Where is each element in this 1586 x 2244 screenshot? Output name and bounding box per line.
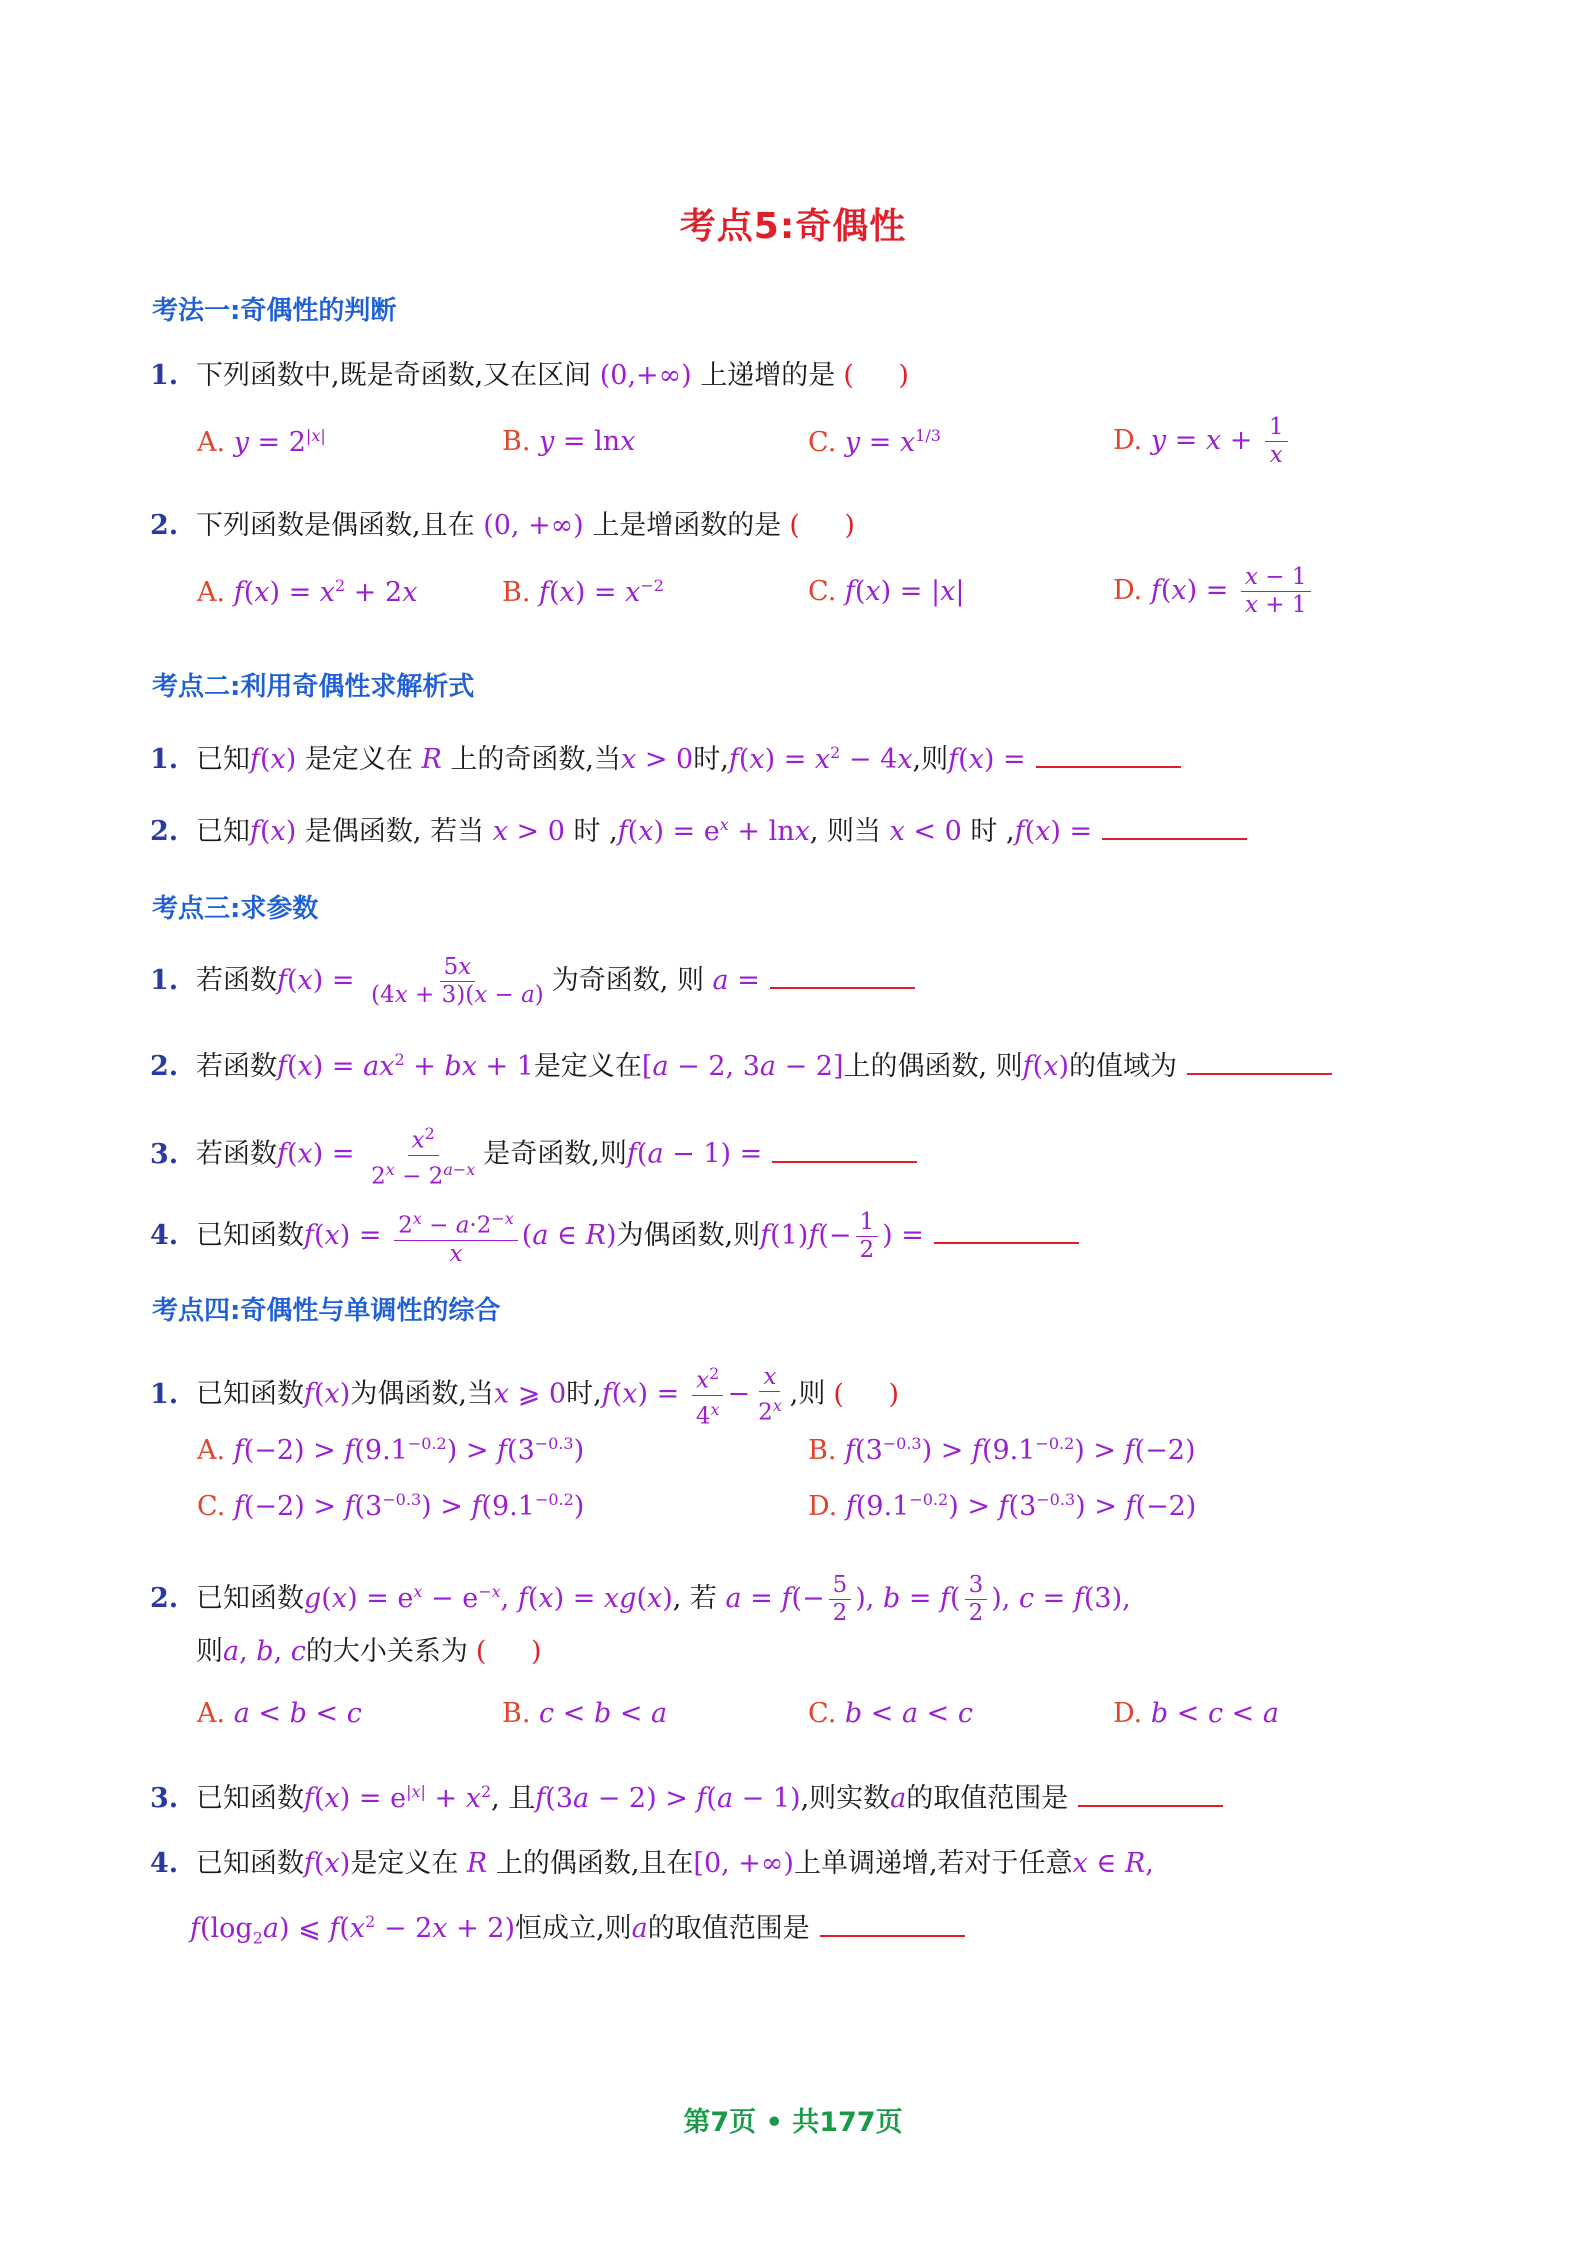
question-4-4-line2: $f(\log_2a)$ ⩽ $f(x^2 - 2x + 2)$恒成立,则a的取值范围是 — [190, 1902, 965, 1958]
option-b: B. $f(3^{-0.3}) > f(9.1^{-0.2}) > f(-2)$ — [808, 1434, 1196, 1466]
question-4-4: 4. 已知函数f(x)是定义在 R 上的偶函数,且在[0, +∞)上单调递增,若对于任意x ∈ R, — [150, 1848, 1154, 1879]
option-c: C. b < a < c — [808, 1698, 973, 1729]
option-c: C. $y = x^{1/3}$ — [808, 426, 941, 458]
answer-blank — [1078, 1779, 1223, 1807]
question-4-1: 1. 已知函数f(x)为偶函数,当x ⩾ 0时,f(x) = $\frac{x^2}{4^x}$ − $\frac{x}{2^x}$ ,则 ( ) — [150, 1360, 917, 1430]
question-3-3: 3. 若函数f(x) = $\frac{x^2}{2^x - 2^{a-x}}$ 是奇函数,则f(a − 1) = — [150, 1120, 917, 1190]
option-a: A. $y = 2^{|x|}$ — [197, 426, 326, 458]
question-2-1: 1. 已知f(x) 是定义在 R 上的奇函数,当x > 0时$,f(x) = x^2 - 4x$,则f(x) = — [150, 733, 1181, 780]
option-b: B. c < b < a — [502, 1698, 668, 1729]
answer-blank — [820, 1909, 965, 1937]
option-a: A. $f(x) = x^2 + 2x$ — [197, 576, 418, 608]
section-heading-3: 考点三:求参数 — [152, 894, 319, 924]
question-3-4: 4. 已知函数f(x) = $\frac{2^x - a\cdot 2^{-x}}{x}$ (a ∈ R)为偶函数,则f(1)f(− $\frac{1}{2}$ ) = — [150, 1205, 1079, 1268]
question-1-1: 1. 下列函数中,既是奇函数,又在区间 (0,+∞) 上递增的是 ( ) — [150, 360, 927, 391]
option-a: A. a < b < c — [197, 1698, 362, 1729]
page-title: 考点5:奇偶性 — [679, 206, 907, 247]
option-b: B. $f(x) = x^{-2}$ — [502, 576, 664, 608]
option-d: D. y = x + $\frac{1}{x}$ — [1113, 414, 1292, 469]
option-d: D. b < c < a — [1113, 1698, 1279, 1729]
question-4-3: 3. 已知函数$f(x) = e^{|x|} + x^2$, 且f(3a − 2) > f(a − 1),则实数a的取值范围是 — [150, 1772, 1223, 1819]
option-d: D. $f(9.1^{-0.2}) > f(3^{-0.3}) > f(-2)$ — [808, 1490, 1197, 1522]
answer-blank — [1187, 1047, 1332, 1075]
answer-blank — [770, 961, 915, 989]
option-a: A. $f(-2) > f(9.1^{-0.2}) > f(3^{-0.3})$ — [197, 1434, 585, 1466]
section-heading-1: 考法一:奇偶性的判断 — [152, 296, 397, 326]
option-c: C. $f(-2) > f(3^{-0.3}) > f(9.1^{-0.2})$ — [197, 1490, 585, 1522]
question-2-2: 2. 已知f(x) 是偶函数, 若当 x > 0 时 $,f(x) = e^x + \ln x$, 则当 x < 0 时 ,f(x) = — [150, 805, 1247, 852]
question-3-2: 2. 若函数$f(x) = ax^2$ + bx + 1是定义在[a − 2, 3a − 2]上的偶函数, 则f(x)的值域为 — [150, 1040, 1332, 1087]
section-heading-4: 考点四:奇偶性与单调性的综合 — [152, 1296, 501, 1326]
question-3-1: 1. 若函数f(x) = $\frac{5x}{(4x + 3)(x - a)}$ 为奇函数, 则 a = — [150, 954, 915, 1009]
question-4-2: 2. 已知函数$g(x) = e^x - e^{-x}$, f(x) = xg(x), 若 a = f(− $\frac{5}{2}$ ), b = f( $\frac{3}{2}$ ), c = f(3), — [150, 1572, 1131, 1626]
section-heading-2: 考点二:利用奇偶性求解析式 — [152, 672, 475, 702]
option-b: B. y = lnx — [502, 426, 636, 457]
answer-blank — [772, 1135, 917, 1163]
answer-blank — [1102, 812, 1247, 840]
answer-blank — [934, 1216, 1079, 1244]
answer-blank — [1036, 740, 1181, 768]
page-footer: 第7页 • 共177页 — [683, 2107, 903, 2138]
option-c: C. f(x) = |x| — [808, 576, 965, 607]
question-4-2-line2: 则a, b, c的大小关系为 ( ) — [196, 1636, 560, 1667]
option-d: D. f(x) = $\frac{x - 1}{x + 1}$ — [1113, 564, 1315, 619]
question-1-2: 2. 下列函数是偶函数,且在 (0, +∞) 上是增函数的是 ( ) — [150, 510, 873, 541]
